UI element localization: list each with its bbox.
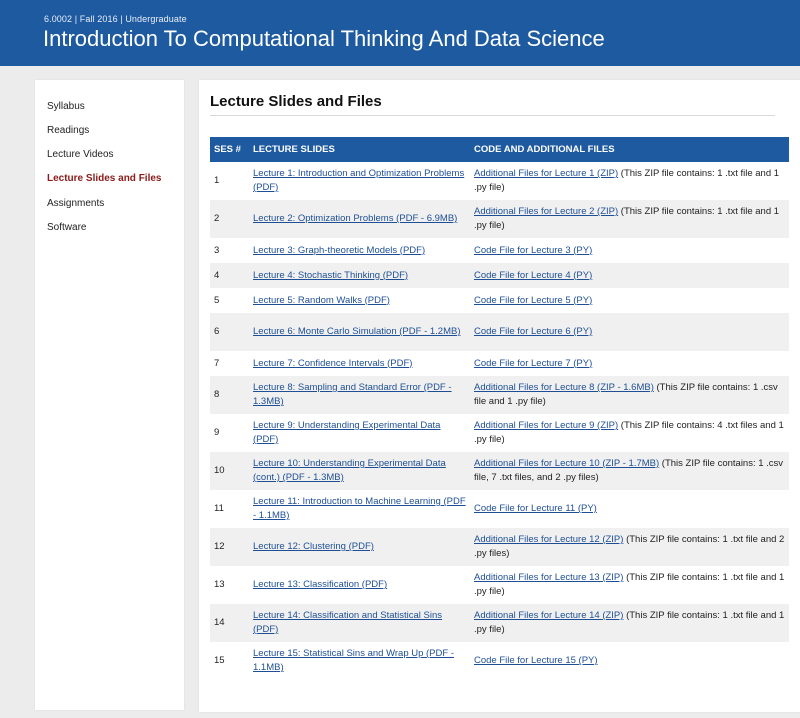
code-files-cell bbox=[470, 490, 789, 528]
lecture-slides-cell bbox=[249, 263, 470, 288]
course-meta: 6.0002 | Fall 2016 | Undergraduate bbox=[44, 14, 187, 24]
lecture-slides-link[interactable]: Lecture 9: Understanding Experimental Data (PDF) bbox=[253, 420, 441, 445]
code-files-cell bbox=[470, 263, 789, 288]
lecture-slides-cell bbox=[249, 452, 470, 490]
code-file-link[interactable]: Additional Files for Lecture 1 (ZIP) bbox=[474, 168, 619, 179]
lecture-slides-link[interactable]: Lecture 10: Understanding Experimental Data (cont.) (PDF - 1.3MB) bbox=[253, 458, 446, 483]
lecture-slides-cell bbox=[249, 566, 470, 604]
code-files-cell bbox=[470, 566, 789, 604]
lecture-slides-link[interactable]: Lecture 1: Introduction and Optimization Problems (PDF) bbox=[253, 168, 465, 193]
zip-contents-note: (This ZIP file contains: 1 .csv file and 1 .py file) bbox=[474, 382, 778, 407]
page-title: Lecture Slides and Files bbox=[210, 93, 382, 110]
session-number: 12 bbox=[210, 528, 249, 566]
lecture-slides-link[interactable]: Lecture 11: Introduction to Machine Learning (PDF - 1.1MB) bbox=[253, 496, 466, 521]
sidebar-item-lecture-videos[interactable]: Lecture Videos bbox=[47, 149, 114, 160]
lecture-slides-link[interactable]: Lecture 13: Classification (PDF) bbox=[253, 579, 388, 590]
session-number: 11 bbox=[210, 490, 249, 528]
code-files-cell bbox=[470, 604, 789, 642]
sidebar-item-syllabus[interactable]: Syllabus bbox=[47, 101, 85, 112]
lecture-slides-cell bbox=[249, 288, 470, 313]
column-header-ses: SES # bbox=[210, 137, 249, 162]
table-row bbox=[210, 376, 789, 414]
lecture-slides-cell bbox=[249, 490, 470, 528]
lecture-slides-cell bbox=[249, 238, 470, 263]
code-file-link[interactable]: Additional Files for Lecture 14 (ZIP) bbox=[474, 610, 624, 621]
sidebar-item-assignments[interactable]: Assignments bbox=[47, 198, 105, 209]
code-file-link[interactable]: Additional Files for Lecture 10 (ZIP - 1.7MB) bbox=[474, 458, 660, 469]
zip-contents-note: (This ZIP file contains: 1 .txt file and 1 .py file) bbox=[474, 572, 785, 597]
code-files-cell bbox=[470, 642, 789, 680]
lecture-slides-cell bbox=[249, 604, 470, 642]
session-number: 8 bbox=[210, 376, 249, 414]
course-title[interactable]: Introduction To Computational Thinking And Data Science bbox=[43, 26, 605, 51]
course-nav-sidebar bbox=[35, 80, 184, 710]
table-row bbox=[210, 238, 789, 263]
code-files-cell bbox=[470, 351, 789, 376]
zip-contents-note: (This ZIP file contains: 1 .txt file and 1 .py file) bbox=[474, 168, 780, 193]
lecture-slides-link[interactable]: Lecture 8: Sampling and Standard Error (PDF - 1.3MB) bbox=[253, 382, 452, 407]
table-row bbox=[210, 528, 789, 566]
zip-contents-note: (This ZIP file contains: 1 .csv file, 7 .txt files, and 2 .py files) bbox=[474, 458, 784, 483]
sidebar-item-readings[interactable]: Readings bbox=[47, 125, 90, 136]
main-content bbox=[199, 80, 800, 712]
code-file-link[interactable]: Code File for Lecture 4 (PY) bbox=[474, 269, 593, 281]
code-files-cell bbox=[470, 452, 789, 490]
code-files-cell bbox=[470, 528, 789, 566]
table-row bbox=[210, 288, 789, 313]
session-number: 14 bbox=[210, 604, 249, 642]
session-number: 7 bbox=[210, 351, 249, 376]
lecture-slides-link[interactable]: Lecture 3: Graph-theoretic Models (PDF) bbox=[253, 244, 426, 256]
zip-contents-note: (This ZIP file contains: 4 .txt files and 1 .py file) bbox=[474, 420, 784, 445]
table-row bbox=[210, 642, 789, 680]
session-number: 2 bbox=[210, 200, 249, 238]
lecture-slides-link[interactable]: Lecture 6: Monte Carlo Simulation (PDF - 1.2MB) bbox=[253, 326, 461, 337]
code-file-link[interactable]: Code File for Lecture 3 (PY) bbox=[474, 244, 593, 256]
zip-contents-note: (This ZIP file contains: 1 .txt file and 2 .py files) bbox=[474, 534, 785, 559]
code-files-cell bbox=[470, 376, 789, 414]
table-row bbox=[210, 566, 789, 604]
code-file-link[interactable]: Additional Files for Lecture 8 (ZIP - 1.6MB) bbox=[474, 382, 654, 393]
table-header-row bbox=[210, 137, 789, 162]
table-row bbox=[210, 490, 789, 528]
lecture-slides-cell bbox=[249, 414, 470, 452]
code-files-cell bbox=[470, 200, 789, 238]
lecture-slides-cell bbox=[249, 528, 470, 566]
table-row bbox=[210, 414, 789, 452]
site-header bbox=[0, 0, 800, 66]
lecture-slides-link[interactable]: Lecture 12: Clustering (PDF) bbox=[253, 541, 374, 552]
session-number: 9 bbox=[210, 414, 249, 452]
code-files-cell bbox=[470, 313, 789, 351]
lecture-slides-link[interactable]: Lecture 2: Optimization Problems (PDF - 6.9MB) bbox=[253, 213, 458, 224]
lecture-slides-cell bbox=[249, 313, 470, 351]
code-files-cell bbox=[470, 238, 789, 263]
table-row bbox=[210, 263, 789, 288]
zip-contents-note: (This ZIP file contains: 1 .txt file and 1 .py file) bbox=[474, 610, 785, 635]
code-file-link[interactable]: Code File for Lecture 6 (PY) bbox=[474, 326, 593, 337]
table-row bbox=[210, 452, 789, 490]
lecture-slides-cell bbox=[249, 162, 470, 200]
code-file-link[interactable]: Additional Files for Lecture 13 (ZIP) bbox=[474, 572, 624, 583]
table-row bbox=[210, 604, 789, 642]
code-file-link[interactable]: Code File for Lecture 15 (PY) bbox=[474, 655, 598, 666]
code-file-link[interactable]: Additional Files for Lecture 9 (ZIP) bbox=[474, 420, 619, 431]
session-number: 10 bbox=[210, 452, 249, 490]
sidebar-item-software[interactable]: Software bbox=[47, 222, 87, 233]
column-header-lecture-slides: LECTURE SLIDES bbox=[249, 137, 470, 162]
session-number: 1 bbox=[210, 162, 249, 200]
code-file-link[interactable]: Additional Files for Lecture 2 (ZIP) bbox=[474, 206, 619, 217]
lecture-slides-cell bbox=[249, 200, 470, 238]
lecture-slides-link[interactable]: Lecture 15: Statistical Sins and Wrap Up (PDF - 1.1MB) bbox=[253, 648, 454, 673]
lecture-table bbox=[210, 137, 789, 680]
code-files-cell bbox=[470, 288, 789, 313]
lecture-slides-link[interactable]: Lecture 14: Classification and Statistical Sins (PDF) bbox=[253, 610, 443, 635]
table-row bbox=[210, 200, 789, 238]
session-number: 5 bbox=[210, 288, 249, 313]
table-row bbox=[210, 162, 789, 200]
lecture-slides-link[interactable]: Lecture 4: Stochastic Thinking (PDF) bbox=[253, 269, 409, 281]
session-number: 13 bbox=[210, 566, 249, 604]
code-files-cell bbox=[470, 414, 789, 452]
lecture-slides-link[interactable]: Lecture 7: Confidence Intervals (PDF) bbox=[253, 357, 413, 369]
lecture-slides-cell bbox=[249, 642, 470, 680]
session-number: 3 bbox=[210, 238, 249, 263]
lecture-slides-cell bbox=[249, 351, 470, 376]
sidebar-item-lecture-slides-and-files[interactable]: Lecture Slides and Files bbox=[47, 173, 162, 184]
session-number: 15 bbox=[210, 642, 249, 680]
column-header-code-files: CODE AND ADDITIONAL FILES bbox=[470, 137, 789, 162]
table-row bbox=[210, 313, 789, 351]
code-file-link[interactable]: Code File for Lecture 7 (PY) bbox=[474, 357, 593, 369]
lecture-slides-cell bbox=[249, 376, 470, 414]
code-files-cell bbox=[470, 162, 789, 200]
code-file-link[interactable]: Additional Files for Lecture 12 (ZIP) bbox=[474, 534, 624, 545]
lecture-slides-link[interactable]: Lecture 5: Random Walks (PDF) bbox=[253, 294, 390, 306]
title-divider bbox=[210, 115, 775, 116]
session-number: 4 bbox=[210, 263, 249, 288]
table-row bbox=[210, 351, 789, 376]
zip-contents-note: (This ZIP file contains: 1 .txt file and 1 .py file) bbox=[474, 206, 780, 231]
session-number: 6 bbox=[210, 313, 249, 351]
code-file-link[interactable]: Code File for Lecture 11 (PY) bbox=[474, 503, 597, 514]
code-file-link[interactable]: Code File for Lecture 5 (PY) bbox=[474, 294, 593, 306]
